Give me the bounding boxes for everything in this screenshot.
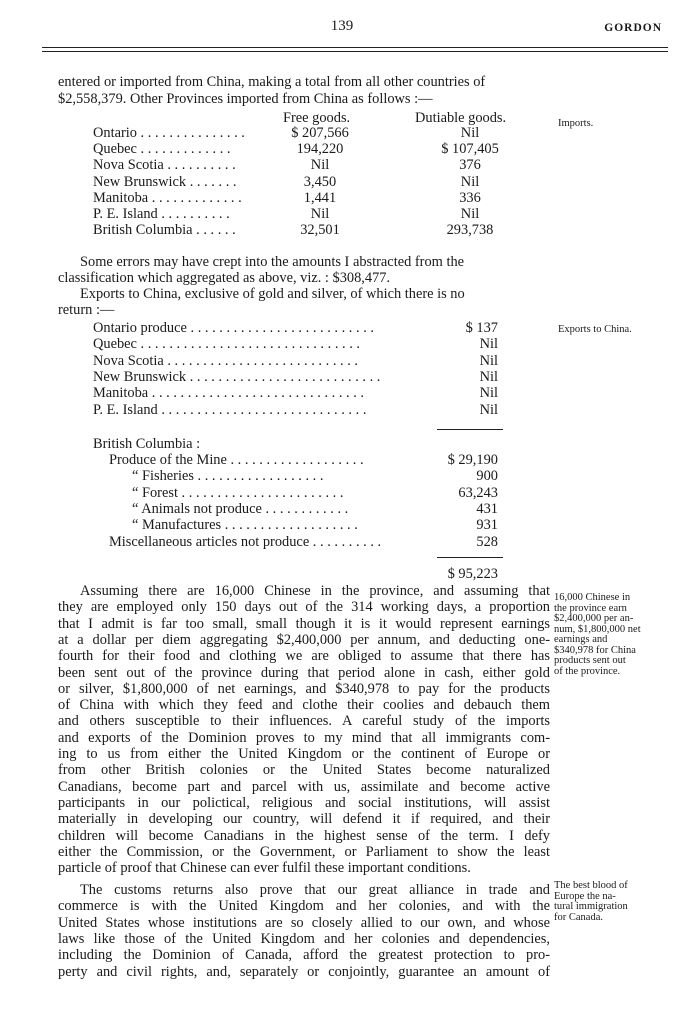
running-head: GORDON: [604, 22, 662, 34]
margin-note-line: 16,000 Chinese in: [554, 592, 631, 603]
exports-intro-line-1: Exports to China, exclusive of gold and silver, of which there is no: [80, 286, 465, 302]
main-para-line: participants in our polictical, religious and social institutions, will assist: [58, 794, 550, 811]
customs-para-line: laws like those of the United Kingdom and her colonies and dependencies,: [58, 930, 550, 947]
exports-total: $ 95,223: [447, 566, 498, 582]
main-para-line: and others susceptible to their influences. A careful study of the imports: [58, 713, 550, 730]
exports-rule-1: [437, 429, 503, 430]
col-header-free: Free goods.: [283, 110, 351, 126]
main-para-line: from other British colonies or the United States become naturalized: [58, 762, 550, 779]
import-row-label: Manitoba . . . . . . . . . . . . .: [93, 189, 242, 206]
margin-note-line: $2,400,000 per an-: [554, 613, 634, 624]
main-para-line: particle of proof that Chinese can ever fulfil these important conditions.: [58, 860, 471, 877]
bc-row-value: $ 29,190: [447, 452, 498, 468]
import-row-dutiable: $ 107,405: [441, 141, 499, 158]
import-row-label: P. E. Island . . . . . . . . . .: [93, 206, 230, 222]
margin-note-line: of the province.: [554, 665, 621, 677]
exports-rule-2: [437, 557, 503, 558]
margin-note-line: The best blood of: [554, 880, 628, 891]
main-para-line: or silver, $1,800,000 of net earnings, and $340,978 to pay for the products: [58, 680, 550, 697]
bc-row-label: “ Animals not produce . . . . . . . . . . . .: [132, 500, 349, 517]
main-para-line: they are employed only 150 days out of the 314 working days, a proportion: [58, 599, 550, 616]
margin-note-line: the province earn: [554, 602, 627, 614]
export-row-label: P. E. Island . . . . . . . . . . . . . . . . . . . . . . . . . . . . .: [93, 401, 367, 418]
export-row-value: Nil: [479, 352, 498, 369]
bc-heading: British Columbia :: [93, 436, 201, 452]
import-row-dutiable: Nil: [460, 173, 480, 190]
import-row-dutiable: 293,738: [446, 222, 494, 239]
page-number: 139: [330, 18, 354, 34]
main-para-line: ing to us from either the United Kingdom or the continent of Europe or: [58, 746, 550, 762]
import-row-label: New Brunswick . . . . . . .: [93, 173, 237, 190]
main-para-line: and exports of the Dominion proves to my mind that all immigrants com-: [58, 729, 550, 746]
bc-row-label: Produce of the Mine . . . . . . . . . . . . . . . . . . .: [109, 452, 364, 468]
errors-line-2: classification which aggregated as above, viz. : $308,477.: [58, 270, 391, 286]
margin-note-line: products sent out: [554, 655, 626, 666]
export-row-value: $ 137: [465, 320, 498, 336]
customs-para-line: commerce is with the United Kingdom and her colonies, and with the: [58, 898, 550, 915]
main-para-line: Canadians, become part and parcel with us, assimilate and become active: [58, 778, 550, 795]
bc-row-label: “ Forest . . . . . . . . . . . . . . . . . . . . . . .: [132, 484, 344, 501]
import-row-dutiable: Nil: [460, 206, 480, 222]
export-row-label: Ontario produce . . . . . . . . . . . . . . . . . . . . . . . . . .: [93, 320, 374, 336]
customs-para-line: perty and civil rights, and, separately or conjointly, guarantee an amount of: [58, 963, 550, 980]
header-rule-thin: [42, 51, 668, 52]
bc-row-label: Miscellaneous articles not produce . . . . . . . . . .: [109, 533, 382, 550]
import-row-label: Quebec . . . . . . . . . . . . .: [93, 141, 231, 158]
bc-row-value: 931: [476, 517, 498, 534]
export-row-value: Nil: [479, 401, 498, 418]
intro-line-2: $2,558,379. Other Provinces imported from China as follows :—: [58, 91, 433, 107]
margin-note-line: for Canada.: [554, 911, 603, 923]
margin-note-line: earnings and: [554, 634, 608, 645]
export-row-label: Quebec . . . . . . . . . . . . . . . . . . . . . . . . . . . . . . .: [93, 336, 360, 353]
export-row-label: Nova Scotia . . . . . . . . . . . . . . . . . . . . . . . . . . .: [93, 352, 359, 369]
margin-note-line: tural immigration: [554, 901, 628, 912]
customs-para-line: The customs returns also prove that our great alliance in trade and: [80, 882, 550, 898]
import-row-dutiable: 336: [459, 189, 481, 206]
export-row-value: Nil: [479, 368, 498, 385]
margin-note-line: num, $1,800,000 net: [554, 623, 641, 635]
import-row-label: Ontario . . . . . . . . . . . . . . .: [93, 125, 245, 141]
margin-note-imports: Imports.: [558, 118, 594, 129]
import-row-free: 194,220: [296, 141, 344, 158]
main-para-line: that I admit is far too small, small though it is it would represent earnings: [58, 615, 550, 632]
margin-note-line: Europe the na-: [554, 890, 616, 902]
main-para-line: been sent out of the province during that period alone in cash, either gold: [58, 664, 550, 681]
bc-row-label: “ Manufactures . . . . . . . . . . . . . . . . . . .: [132, 517, 358, 534]
import-row-free: $ 207,566: [291, 125, 349, 141]
errors-line-1: Some errors may have crept into the amounts I abstracted from the: [80, 254, 465, 270]
import-row-label: Nova Scotia . . . . . . . . . .: [93, 157, 236, 174]
export-row-label: New Brunswick . . . . . . . . . . . . . . . . . . . . . . . . . . .: [93, 368, 381, 385]
bc-row-value: 900: [476, 468, 498, 485]
import-row-free: 1,441: [303, 189, 337, 206]
import-row-free: Nil: [310, 206, 330, 222]
main-para-line: at a dollar per diem aggregating $2,400,000 per annum, and deducting one-: [58, 631, 550, 648]
main-para-line: fourth for their food and clothing we are obliged to assume that there has: [58, 648, 550, 665]
import-row-dutiable: Nil: [460, 125, 480, 141]
export-row-value: Nil: [479, 385, 498, 402]
col-header-dutiable: Dutiable goods.: [415, 110, 507, 126]
import-row-label: British Columbia . . . . . .: [93, 222, 236, 239]
main-para-line: materially in developing our country, will defend it if required, and their: [58, 811, 550, 828]
margin-note-line: $340,978 for China: [554, 644, 636, 656]
bc-row-label: “ Fisheries . . . . . . . . . . . . . . . . . .: [132, 468, 324, 485]
header-rule: [42, 47, 668, 48]
import-row-dutiable: 376: [459, 157, 481, 174]
bc-row-value: 63,243: [458, 484, 498, 501]
main-para-line: Assuming there are 16,000 Chinese in the province, and assuming that: [80, 583, 550, 599]
customs-para-line: including the Dominion of Canada, afford the greatest protection to pro-: [58, 947, 550, 964]
customs-para-line: United States whose institutions are so closely allied to our own, and whose: [58, 914, 550, 931]
main-para-line: of China with which they feed and clothe their coolies and debauch them: [58, 697, 550, 714]
export-row-label: Manitoba . . . . . . . . . . . . . . . . . . . . . . . . . . . . . .: [93, 385, 365, 402]
import-row-free: Nil: [310, 157, 330, 174]
bc-row-value: 431: [476, 500, 498, 517]
import-row-free: 32,501: [300, 222, 340, 239]
export-row-value: Nil: [479, 336, 498, 353]
main-para-line: children will become Canadians in the highest sense of the term. I defy: [58, 827, 550, 844]
margin-note-exports: Exports to China.: [558, 324, 632, 335]
main-para-line: either the Commission, or the Government, or Parliament to show the least: [58, 843, 550, 860]
intro-line-1: entered or imported from China, making a total from all other countries of: [58, 74, 486, 90]
exports-intro-line-2: return :—: [58, 302, 115, 318]
import-row-free: 3,450: [303, 173, 337, 190]
bc-row-value: 528: [476, 533, 498, 550]
